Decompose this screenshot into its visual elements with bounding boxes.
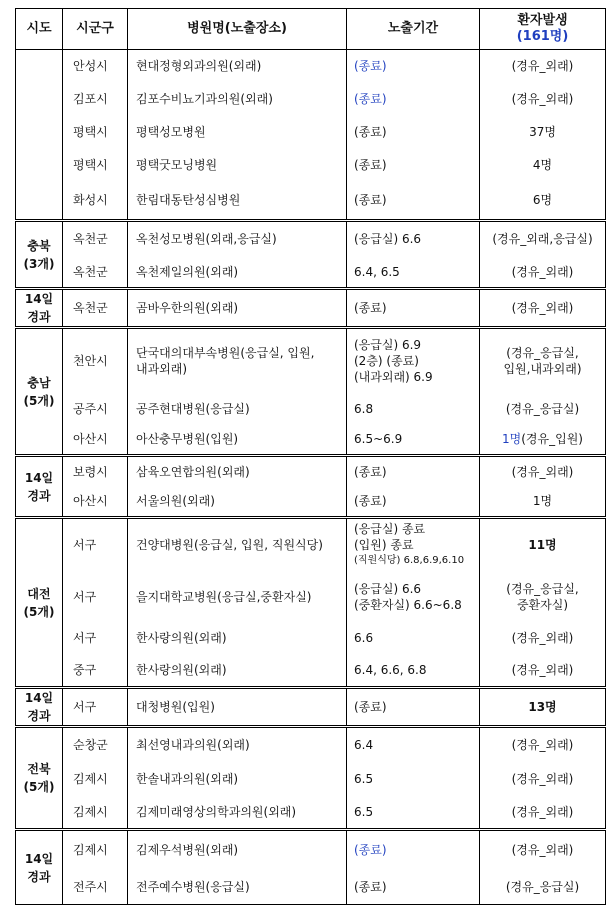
city-cell: 서구 — [63, 572, 128, 622]
table-row — [16, 572, 606, 622]
hospital-name: 한사랑의원(외래) — [136, 631, 227, 645]
period-cell — [347, 456, 480, 487]
patients-route: (경유_입원) — [521, 432, 583, 447]
period-cell — [347, 116, 480, 149]
period-cell — [347, 83, 480, 116]
hospital-cell — [128, 456, 347, 487]
period-cell — [347, 328, 480, 394]
exposure-period: (종료) — [354, 92, 387, 106]
patients-cell — [480, 518, 606, 572]
exposure-period: (종료) — [354, 700, 387, 714]
region-label: 경과 — [27, 709, 51, 723]
exposure-period: (2층) (종료) — [354, 354, 419, 369]
hospital-name: 삼육오연합의원(외래) — [136, 464, 250, 479]
table-row — [16, 83, 606, 116]
period-cell — [347, 622, 480, 655]
city-cell: 중구 — [63, 655, 128, 688]
hospital-name: 평택성모병원 — [136, 125, 206, 139]
patients-cell — [480, 572, 606, 622]
period-cell — [347, 870, 480, 905]
table-row — [16, 688, 606, 727]
header-row — [16, 9, 606, 50]
hospital-cell — [128, 181, 347, 221]
period-cell — [347, 763, 480, 796]
patients-value: 13명 — [528, 700, 557, 714]
region-label: (3개) — [23, 256, 55, 271]
table-row — [16, 796, 606, 830]
patients-value: (경유_응급실, — [506, 581, 579, 596]
period-cell — [347, 727, 480, 763]
patients-value: 1명 — [532, 494, 553, 509]
table-row — [16, 518, 606, 572]
patients-value: 37명 — [529, 125, 556, 139]
patients-value: (경유_외래) — [511, 631, 574, 645]
patients-value: (경유_외래) — [511, 301, 574, 315]
region-label: (5개) — [23, 780, 55, 794]
patients-value: 중환자실) — [516, 597, 569, 612]
table-body — [16, 50, 606, 905]
period-cell — [347, 425, 480, 456]
region-label: 14일 — [24, 292, 54, 306]
hospital-cell — [128, 870, 347, 905]
table-row — [16, 221, 606, 257]
period-cell — [347, 181, 480, 221]
hospital-cell — [128, 149, 347, 181]
hospital-name: 서울의원(외래) — [136, 494, 215, 509]
period-cell — [347, 572, 480, 622]
period-cell — [347, 149, 480, 181]
patients-value: (경유_외래,응급실) — [492, 232, 593, 247]
hospital-name: 한솔내과의원(외래) — [136, 772, 239, 786]
period-cell — [347, 830, 480, 870]
hospital-name: 단국대의대부속병원(응급실, 입원, — [136, 346, 315, 361]
city-cell: 평택시 — [63, 149, 128, 181]
hospital-name: 옥천성모병원(외래,응급실) — [136, 232, 277, 247]
city-cell: 천안시 — [63, 328, 128, 394]
hospital-cell — [128, 830, 347, 870]
table-row — [16, 289, 606, 328]
exposure-period: (중환자실) 6.6~6.8 — [354, 597, 462, 612]
patients-cell — [480, 116, 606, 149]
hospital-cell — [128, 116, 347, 149]
hospital-name: 건양대병원(응급실, 입원, 직원식당) — [136, 538, 323, 553]
hospital-cell — [128, 518, 347, 572]
outbreak-table-container — [15, 8, 606, 905]
hospital-name: 전주예수병원(응급실) — [136, 879, 250, 894]
table-row — [16, 763, 606, 796]
exposure-period: (종료) — [354, 125, 387, 139]
patients-value: (경유_외래) — [511, 663, 574, 678]
patients-value: (경유_외래) — [511, 92, 574, 106]
city-cell: 서구 — [63, 622, 128, 655]
city-cell: 보령시 — [63, 456, 128, 487]
city-cell: 서구 — [63, 518, 128, 572]
table-row — [16, 870, 606, 905]
city-cell: 아산시 — [63, 487, 128, 518]
table-row — [16, 181, 606, 221]
hospital-name: 대청병원(입원) — [136, 700, 215, 714]
patients-cell — [480, 763, 606, 796]
hospital-cell — [128, 425, 347, 456]
exposure-period: 6.4 — [354, 738, 374, 753]
exposure-period: (내과외래) 6.9 — [354, 370, 433, 385]
period-cell — [347, 655, 480, 688]
table-row — [16, 328, 606, 394]
patients-value: (경유_외래) — [511, 804, 574, 819]
patients-cell — [480, 181, 606, 221]
table-row — [16, 830, 606, 870]
hospital-name: 평택굿모닝병원 — [136, 157, 218, 172]
exposure-period: (응급실) 6.6 — [354, 581, 422, 596]
hospital-name: 김제미래영상의학과의원(외래) — [136, 804, 297, 819]
period-cell — [347, 221, 480, 257]
table-row — [16, 655, 606, 688]
header-region: 시도 — [16, 9, 63, 50]
patients-cell — [480, 727, 606, 763]
exposure-period: (응급실) 6.9 — [354, 338, 422, 353]
patients-value: (경유_응급실) — [505, 879, 580, 894]
patients-cell — [480, 830, 606, 870]
patients-value: 4명 — [532, 157, 553, 172]
exposure-period: (입원) 종료 — [354, 538, 414, 553]
patients-value: 입원,내과외래) — [503, 362, 582, 377]
exposure-period: 6.4, 6.5 — [354, 264, 400, 279]
hospital-name: 아산충무병원(입원) — [136, 432, 239, 447]
period-cell — [347, 257, 480, 289]
region-label: 충남 — [27, 375, 51, 390]
patients-cell — [480, 487, 606, 518]
hospital-cell — [128, 289, 347, 328]
city-cell: 옥천군 — [63, 289, 128, 328]
patients-cell — [480, 394, 606, 425]
hospital-name: 한사랑의원(외래) — [136, 663, 227, 678]
patients-value: 6명 — [532, 192, 553, 207]
table-row — [16, 456, 606, 487]
region-label: 14일 — [24, 851, 54, 866]
table-row — [16, 116, 606, 149]
patients-cell — [480, 328, 606, 394]
region-label: 14일 — [24, 470, 54, 485]
region-label: 대전 — [27, 586, 51, 601]
patients-value: (경유_외래) — [511, 59, 574, 74]
hospital-cell — [128, 655, 347, 688]
hospital-cell — [128, 622, 347, 655]
hospital-name: 옥천제일의원(외래) — [136, 264, 239, 279]
region-cell — [16, 830, 63, 905]
hospital-exposure-table — [15, 8, 606, 905]
city-cell: 평택시 — [63, 116, 128, 149]
hospital-name: 곰바우한의원(외래) — [136, 301, 239, 315]
city-cell: 전주시 — [63, 870, 128, 905]
region-cell — [16, 518, 63, 688]
exposure-period: (종료) — [354, 157, 387, 172]
region-cell — [16, 688, 63, 727]
region-label: (5개) — [23, 393, 55, 408]
hospital-name: 내과외래) — [136, 362, 188, 377]
patients-cell — [480, 796, 606, 830]
city-cell: 김제시 — [63, 763, 128, 796]
hospital-cell — [128, 763, 347, 796]
exposure-period: (종료) — [354, 464, 387, 479]
exposure-period: (종료) — [354, 879, 387, 894]
table-row — [16, 727, 606, 763]
hospital-name: 공주현대병원(응급실) — [136, 402, 250, 416]
region-label: 경과 — [27, 310, 51, 324]
city-cell: 아산시 — [63, 425, 128, 456]
region-cell — [16, 727, 63, 830]
table-row — [16, 487, 606, 518]
region-label: (5개) — [23, 604, 55, 619]
region-cell — [16, 456, 63, 518]
patients-value: (경유_외래) — [511, 772, 574, 786]
city-cell: 안성시 — [63, 50, 128, 83]
exposure-period: 6.8 — [354, 402, 374, 416]
region-label: 14일 — [24, 691, 54, 705]
patients-value: (경유_외래) — [511, 843, 574, 858]
region-label: 경과 — [27, 869, 51, 884]
period-cell — [347, 688, 480, 727]
patients-cell — [480, 83, 606, 116]
patients-value: (경유_응급실) — [505, 402, 580, 416]
patients-value: (경유_응급실, — [506, 346, 579, 361]
city-cell: 김제시 — [63, 830, 128, 870]
patients-cell — [480, 425, 606, 456]
patients-count: 1명 — [502, 432, 522, 447]
patients-cell — [480, 622, 606, 655]
period-cell — [347, 394, 480, 425]
patients-cell — [480, 257, 606, 289]
exposure-period: (종료) — [354, 192, 387, 207]
hospital-name: 을지대학교병원(응급실,중환자실) — [136, 589, 312, 604]
exposure-period: 6.5~6.9 — [354, 432, 403, 447]
hospital-cell — [128, 688, 347, 727]
region-label: 경과 — [27, 488, 51, 503]
hospital-cell — [128, 487, 347, 518]
exposure-period: (종료) — [354, 59, 387, 74]
hospital-name: 현대정형외과의원(외래) — [136, 59, 262, 74]
patients-cell — [480, 688, 606, 727]
exposure-period: 6.5 — [354, 772, 374, 786]
patients-cell — [480, 655, 606, 688]
table-row — [16, 622, 606, 655]
table-row — [16, 149, 606, 181]
table-row — [16, 257, 606, 289]
table-row — [16, 425, 606, 456]
patients-cell — [480, 289, 606, 328]
region-cell — [16, 50, 63, 221]
hospital-cell — [128, 83, 347, 116]
header-city: 시군구 — [63, 9, 128, 50]
period-cell — [347, 487, 480, 518]
hospital-cell — [128, 221, 347, 257]
city-cell: 김포시 — [63, 83, 128, 116]
patients-value: (경유_외래) — [511, 464, 574, 479]
hospital-cell — [128, 394, 347, 425]
period-cell — [347, 796, 480, 830]
period-cell — [347, 518, 480, 572]
region-cell — [16, 328, 63, 456]
hospital-cell — [128, 257, 347, 289]
table-row — [16, 50, 606, 83]
header-patients — [480, 9, 606, 50]
city-cell: 옥천군 — [63, 257, 128, 289]
exposure-period: 6.4, 6.6, 6.8 — [354, 663, 427, 678]
city-cell: 공주시 — [63, 394, 128, 425]
patients-cell — [480, 149, 606, 181]
region-label: 충북 — [27, 238, 51, 253]
hospital-cell — [128, 727, 347, 763]
hospital-name: 최선영내과의원(외래) — [136, 738, 250, 753]
exposure-period: (직원식당) 6.8,6.9,6.10 — [354, 555, 465, 567]
hospital-cell — [128, 796, 347, 830]
hospital-name: 김제우석병원(외래) — [136, 843, 239, 858]
hospital-cell — [128, 328, 347, 394]
exposure-period: (종료) — [354, 843, 387, 858]
patients-value: (경유_외래) — [511, 738, 574, 753]
hospital-name: 한림대동탄성심병원 — [136, 192, 241, 207]
city-cell: 서구 — [63, 688, 128, 727]
exposure-period: (종료) — [354, 494, 387, 509]
patients-value: 11명 — [528, 538, 557, 553]
header-hospital: 병원명(노출장소) — [128, 9, 347, 50]
region-label: 전북 — [27, 762, 51, 776]
period-cell — [347, 50, 480, 83]
region-cell — [16, 221, 63, 289]
patients-cell — [480, 221, 606, 257]
patients-cell — [480, 870, 606, 905]
hospital-cell — [128, 572, 347, 622]
city-cell: 순창군 — [63, 727, 128, 763]
exposure-period: (종료) — [354, 301, 387, 315]
patients-cell — [480, 50, 606, 83]
hospital-cell — [128, 50, 347, 83]
city-cell: 화성시 — [63, 181, 128, 221]
region-cell — [16, 289, 63, 328]
exposure-period: (응급실) 6.6 — [354, 232, 422, 247]
exposure-period: 6.5 — [354, 804, 374, 819]
city-cell: 김제시 — [63, 796, 128, 830]
patients-value: (경유_외래) — [511, 264, 574, 279]
header-patients-total: (161명) — [516, 29, 569, 44]
header-patients-label: 환자발생 — [517, 13, 568, 28]
hospital-name: 김포수비뇨기과의원(외래) — [136, 92, 273, 106]
patients-cell — [480, 456, 606, 487]
table-row — [16, 394, 606, 425]
exposure-period: 6.6 — [354, 631, 374, 645]
header-period: 노출기간 — [347, 9, 480, 50]
period-cell — [347, 289, 480, 328]
city-cell: 옥천군 — [63, 221, 128, 257]
exposure-period: (응급실) 종료 — [354, 522, 426, 537]
